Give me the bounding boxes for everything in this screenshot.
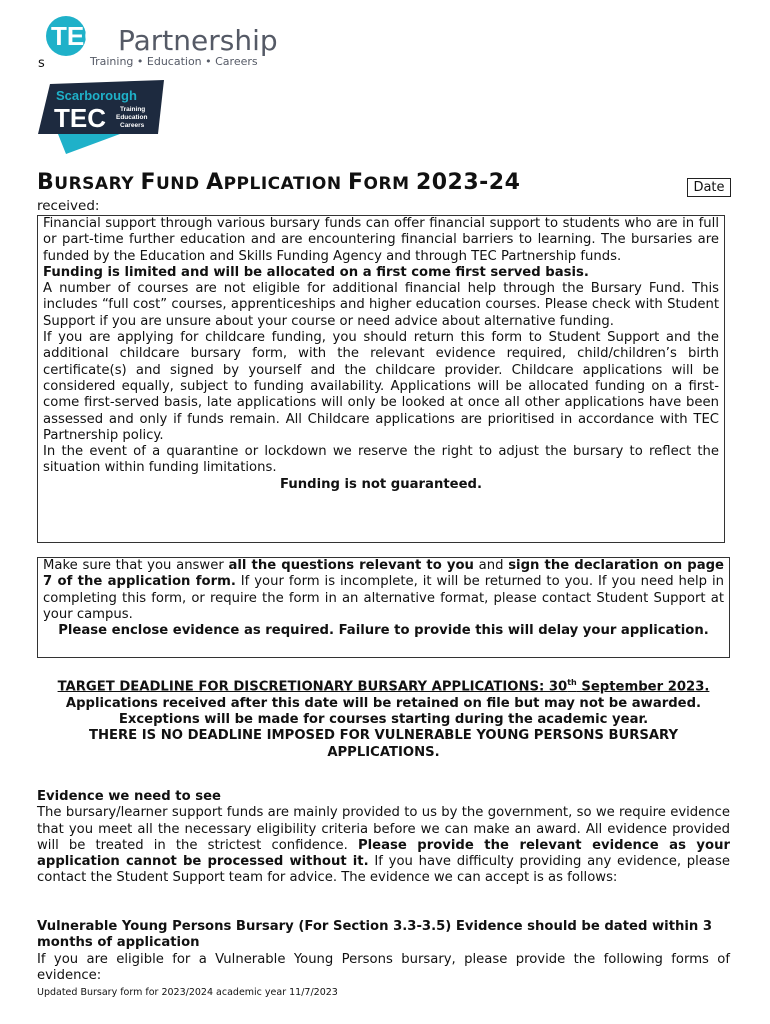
- logo-tagline: Training • Education • Careers: [90, 55, 258, 68]
- deadline-section: [37, 675, 730, 761]
- logo-sub-3: Careers: [120, 122, 145, 129]
- enclose-evidence-notice: Please enclose evidence as required. Failure to provide this will delay your application.: [58, 623, 709, 639]
- scarborough-tec-logo: [36, 78, 166, 156]
- logo-teal-shape: [58, 134, 120, 154]
- instructions-paragraph: Make sure that you answer all the questions relevant to you and sign the declaration on page 7 of the application form. If your form is incomplete, it will be returned to you. If you need help in completing this form, or require the form in an alternative format, please contact Student Support at your campus.: [43, 558, 724, 622]
- limited-funding-notice: Funding is limited and will be allocated on a first come first served basis.: [43, 264, 589, 280]
- deadline-title: TARGET DEADLINE FOR DISCRETIONARY BURSARY APPLICATIONS: 30th September 2023.: [57, 678, 710, 695]
- form-title: BURSARY FUND APPLICATION FORM 2023-24: [37, 170, 521, 195]
- vulnerable-paragraph: If you are eligible for a Vulnerable Young Persons bursary, please provide the following forms of evidence:: [37, 951, 730, 983]
- received-label: received:: [37, 198, 100, 214]
- date-received-box[interactable]: Date: [687, 178, 731, 197]
- quarantine-paragraph: In the event of a quarantine or lockdown we reserve the right to adjust the bursary to reflect the situation within funding limitations.: [43, 444, 719, 476]
- logo-tec-text: TEC: [51, 21, 103, 51]
- logo-sub-2: Education: [116, 114, 148, 121]
- evidence-section: [37, 789, 730, 887]
- stray-text: s: [38, 56, 45, 71]
- intro-paragraph: Financial support through various bursary funds can offer financial support to students who are in full or part-time further education and are encountering financial barriers to learning. The bursaries are funded by the Education and Skills Funding Agency and through TEC Partnership funds.: [43, 216, 719, 264]
- vulnerable-section: [37, 919, 730, 984]
- logo-partnership-text: Partnership: [118, 24, 278, 57]
- instructions-box: [37, 557, 730, 658]
- logo-sub-1: Training: [120, 106, 146, 113]
- tec-partnership-logo: [44, 14, 304, 72]
- logo-scarborough-text: Scarborough: [56, 88, 137, 103]
- funding-info-box: [37, 215, 725, 543]
- vulnerable-deadline-notice: THERE IS NO DEADLINE IMPOSED FOR VULNERABLE YOUNG PERSONS BURSARY APPLICATIONS.: [88, 728, 679, 760]
- deadline-retention-notice: Applications received after this date will be retained on file but may not be awarded. Exceptions will be made for courses starting during the academic year.: [65, 695, 702, 727]
- childcare-paragraph: If you are applying for childcare funding, you should return this form to Student Support and the additional childcare bursary form, with the relevant evidence required, child/children’s birth certificate(s) and signed by yourself and the childcare provider. Childcare applications will be considered equally, subject to funding availability. Applications will be allocated funding on a first-come first-served basis, late applications will only be looked at once all other applications have been assessed and only if funds remain. All Childcare applications are prioritised in accordance with TEC Partnership policy.: [43, 330, 719, 443]
- logo-scar-tec-text: TEC: [54, 103, 106, 133]
- evidence-heading: Evidence we need to see: [37, 789, 221, 804]
- evidence-paragraph: The bursary/learner support funds are mainly provided to us by the government, so we require evidence that you meet all the necessary eligibility criteria before we can make an award. All evidence provided will be treated in the strictest confidence. Please provide the relevant evidence as your application cannot be processed without it. If you have difficulty providing any evidence, please contact the Student Support team for advice. The evidence we can accept is as follows:: [37, 805, 730, 886]
- vulnerable-heading: Vulnerable Young Persons Bursary (For Section 3.3-3.5) Evidence should be dated within 3 months of application: [37, 919, 713, 951]
- eligibility-paragraph: A number of courses are not eligible for additional financial help through the Bursary Fund. This includes “full cost” courses, apprenticeships and higher education courses. Please check with Student Support if you are unsure about your course or need advice about alternative funding.: [43, 281, 719, 329]
- not-guaranteed-notice: Funding is not guaranteed.: [280, 476, 482, 492]
- footer-text: Updated Bursary form for 2023/2024 academic year 11/7/2023: [37, 987, 338, 998]
